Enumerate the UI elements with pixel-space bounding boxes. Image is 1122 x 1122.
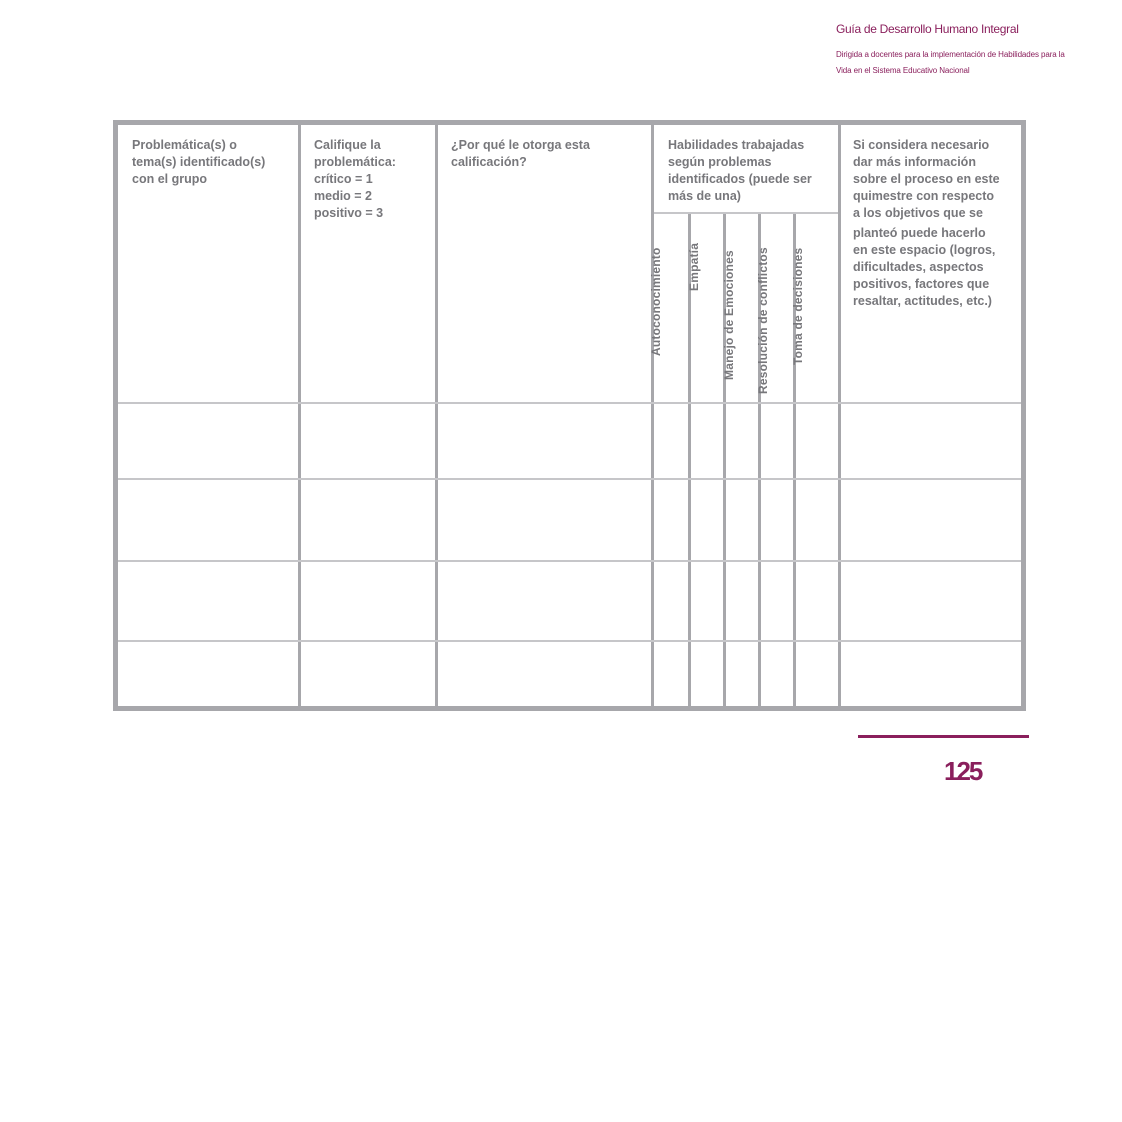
- row-divider: [118, 560, 1021, 562]
- header-line: a los objetivos que se: [853, 206, 983, 220]
- header-line: positivos, factores que: [853, 277, 990, 291]
- skill-resolucion-conflictos: Resolución de conflictos: [756, 247, 770, 394]
- header-line: Si considera necesario: [853, 138, 990, 152]
- skill-empatia: Empatía: [687, 242, 701, 291]
- header-line: medio = 2: [314, 189, 373, 203]
- header-line: quimestre con respecto: [853, 189, 995, 203]
- guide-subtitle: [836, 47, 1116, 79]
- header-line: Problemática(s) o: [132, 138, 237, 152]
- header-line: resaltar, actitudes, etc.): [853, 294, 992, 308]
- skills-header-divider: [654, 212, 838, 214]
- header-line: problemática:: [314, 155, 396, 169]
- skill-manejo-emociones: Manejo de Emociones: [722, 250, 736, 380]
- subtitle-line-1: Dirigida a docentes para la implementación de Habilidades para la: [836, 50, 1065, 59]
- row-divider: [118, 478, 1021, 480]
- page-header: [836, 22, 1116, 79]
- header-line: sobre el proceso en este: [853, 172, 1000, 186]
- header-line: dificultades, aspectos: [853, 260, 984, 274]
- header-line: ¿Por qué le otorga esta: [451, 138, 590, 152]
- guide-title: Guía de Desarrollo Humano Integral: [836, 22, 1019, 36]
- header-line: con el grupo: [132, 172, 207, 186]
- header-line: tema(s) identificado(s): [132, 155, 266, 169]
- header-line: según problemas: [668, 155, 772, 169]
- column-divider: [838, 125, 841, 706]
- header-line: crítico = 1: [314, 172, 373, 186]
- header-califique: [314, 137, 396, 222]
- header-line: más de una): [668, 189, 741, 203]
- row-divider: [118, 402, 1021, 404]
- header-line: planteó puede hacerlo: [853, 226, 986, 240]
- header-line: dar más información: [853, 155, 976, 169]
- header-line: Califique la: [314, 138, 381, 152]
- skill-toma-decisiones: Toma de decisiones: [791, 247, 805, 365]
- header-line: calificación?: [451, 155, 527, 169]
- header-line: en este espacio (logros,: [853, 243, 996, 257]
- evaluation-table: [113, 120, 1026, 711]
- header-habilidades: [668, 137, 812, 205]
- header-line: identificados (puede ser: [668, 172, 812, 186]
- column-divider: [435, 125, 438, 706]
- page-number-rule: [858, 735, 1029, 738]
- header-problematica: [132, 137, 265, 188]
- header-por-que: [451, 137, 590, 171]
- page-number: 125: [944, 756, 982, 786]
- column-divider: [298, 125, 301, 706]
- header-informacion: [853, 137, 1000, 310]
- subtitle-line-2: Vida en el Sistema Educativo Nacional: [836, 66, 970, 75]
- header-line: Habilidades trabajadas: [668, 138, 805, 152]
- header-line: positivo = 3: [314, 206, 384, 220]
- skill-autoconocimiento: Autoconocimiento: [649, 247, 663, 356]
- row-divider: [118, 640, 1021, 642]
